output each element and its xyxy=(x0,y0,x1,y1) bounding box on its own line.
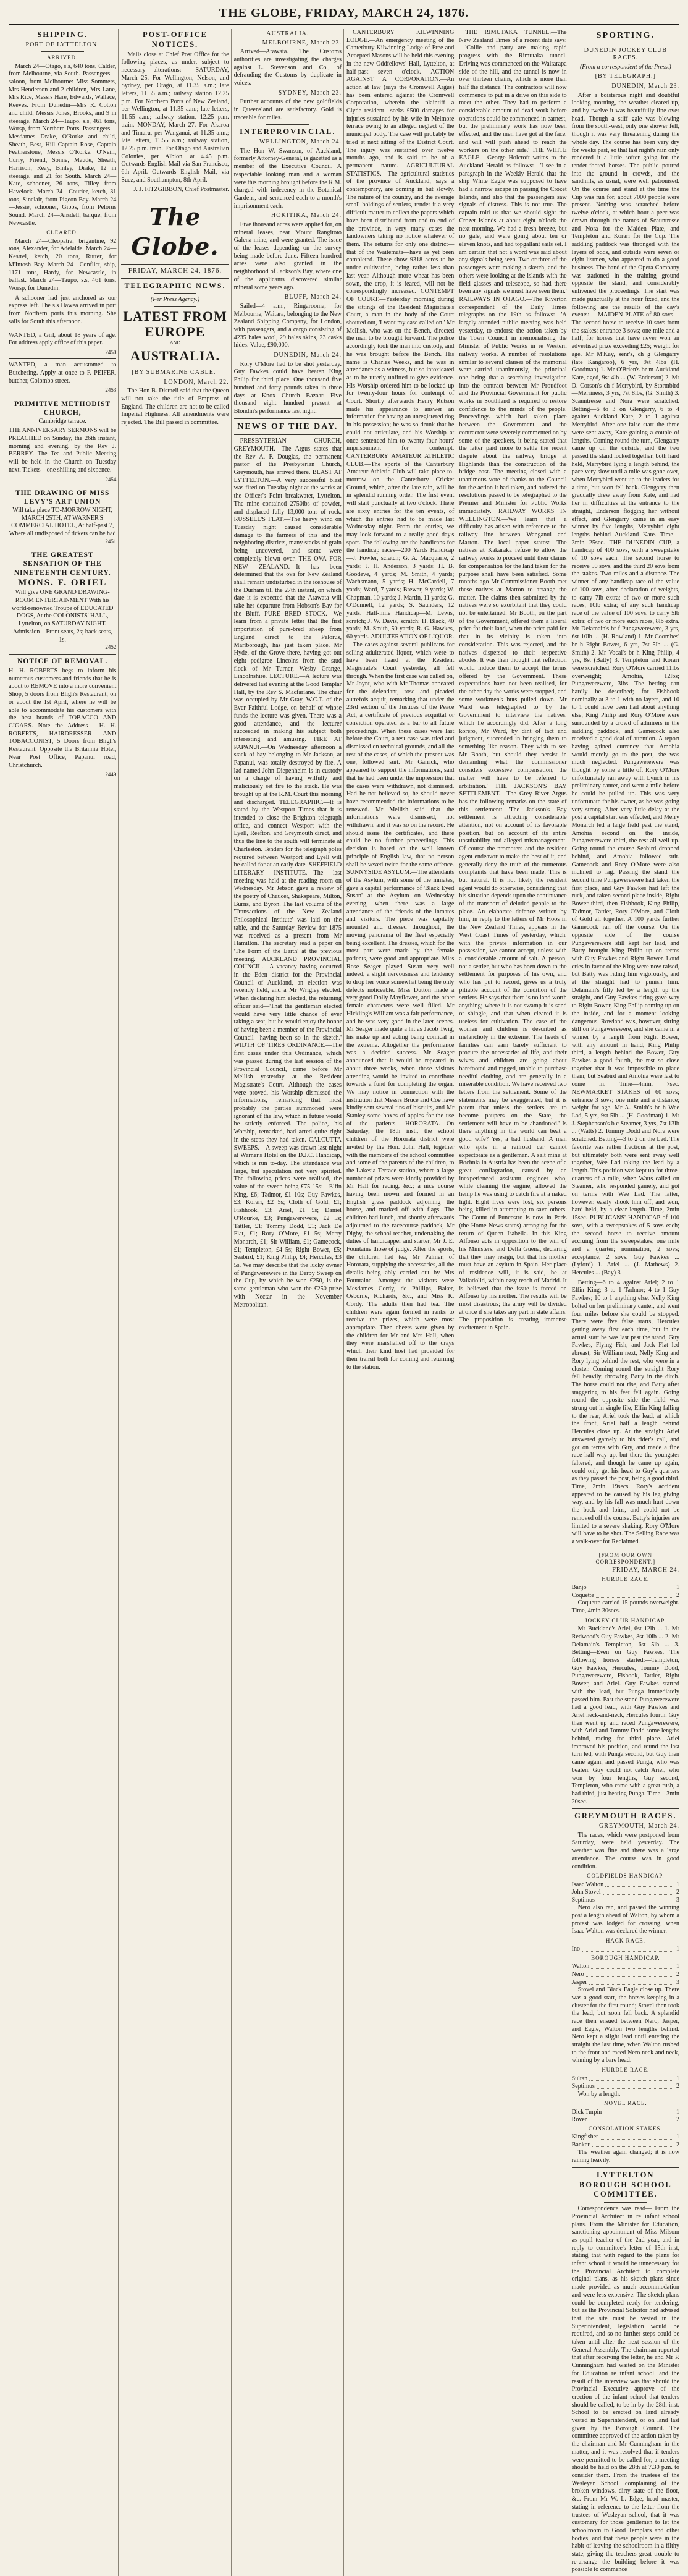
wellington-dateline: WELLINGTON, March 24. xyxy=(259,138,342,146)
hurdle-race-title: HURDLE RACE. xyxy=(602,1575,650,1582)
globe-date: FRIDAY, MARCH 24, 1876. xyxy=(128,266,222,274)
novel-race-title: NOVEL RACE. xyxy=(603,2100,647,2107)
hack-race-title: HACK RACE. xyxy=(605,1938,645,1944)
race-horse-name: Septimus xyxy=(571,2083,595,2090)
hurdle-race2-title: HURDLE RACE. xyxy=(602,2067,650,2074)
interprovincial-title: INTERPROVINCIAL. xyxy=(240,127,336,137)
leader-dots xyxy=(597,2083,674,2089)
race-place: 1 xyxy=(676,1881,679,1888)
hurdle2-results xyxy=(572,2075,679,2091)
column-1 xyxy=(9,29,116,2576)
race-result-row xyxy=(572,2142,679,2150)
borough-results xyxy=(572,1963,679,1986)
sporting-dateline: DUNEDIN, March 23. xyxy=(611,83,679,90)
australia-title: AUSTRALIA. xyxy=(266,30,309,37)
race-result-row xyxy=(572,2109,679,2117)
press-agency: (Per Press Agency.) xyxy=(150,295,200,303)
ad-oriel-title: MONS. F. ORIEL xyxy=(18,578,107,588)
leader-dots xyxy=(589,1979,674,1985)
race-place: 1 xyxy=(676,1584,679,1591)
wellington-body: The Hon W. Swanson, of Auckland, formerly Attorney-General, is gazetted as a member of the Executive Council. A respectable looking man and a woman were this morning brought before the R.M. charged with indecency in the Botanical Gardens, and sentenced each to a month's imprisonment each. xyxy=(233,147,342,210)
divider xyxy=(604,2202,647,2203)
race-place: 1 xyxy=(676,2075,679,2082)
race-result-row xyxy=(572,2133,679,2142)
dunedin-dateline: DUNEDIN, March 24. xyxy=(274,352,342,359)
friday-dateline: FRIDAY, MARCH 24. xyxy=(612,1567,679,1574)
race-place: 1 xyxy=(676,1946,679,1953)
greymouth-body: The races, which were postponed from Saturday, were held yesterday. The weather was fine and there was a large attendance. The course was in good condition. xyxy=(571,1831,679,1870)
shipping-title: SHIPPING. xyxy=(37,30,88,39)
cleared-text: March 24—Cleopatra, brigantine, 92 tons, Alexander, for Adelaide. March 24—Kestrel, ketch, 20 tons, Rutter, for M'Intosh Bay. March 24—Conflict, ship, 1171 tons, Hardy, for Newcastle, in ballast. March 24—Taupo, s.s, 461 tons, Worsp, for Dunedin. xyxy=(9,237,117,292)
sydney-dateline: SYDNEY, March 23. xyxy=(278,89,342,96)
col6-continued: Betting—6 to 4 against Ariel; 2 to 1 Elfin King; 3 to 1 Tadmor; 4 to 1 Guy Fawkes; 10 to 1 anything else. Nelly King bolted on her preliminary canter, and went four miles before she could be stopped. There were five false starts, Hercules getting away first each time, but in the actual start he was last past the stand, Guy Fawkes, Flying Fish, and Jack Flat led abreast, Sir William next, Nelly King and Rory lying behind the rest, who were in a cluster. Coming round the straight Rory fell heavily, throwing Batty in the ditch. The horse could not rise, and Batty after staggering to his feet fell again. Going round the opposite side the field was strung out in single file, Elfin King falling to the rear, Ariel took the lead, at which the front, Ariel half a length behind Hercules close up. At the straight Ariel answered gamely to his rider's call, and got on terms with Guy, and made a fine race half way up, but there the youngster faltered, and though he came up again, could only get his head to Guy's quarters as they passed the post, being a good third. Time, 2min 19secs. Rory's accident appeared to be caused by his leg giving way, and by his fall was much hurt down the back and loins, and could not be removed off the course. Batty's injuries are limited to a severe shaking. Rory O'More will have to be shot. The Selling Race was a walk-over for Reclaimed. xyxy=(571,1279,679,1545)
race-result-row xyxy=(572,2116,679,2124)
divider xyxy=(154,306,197,307)
race-place: 1 xyxy=(676,2133,679,2141)
divider xyxy=(121,278,229,279)
post-office-signature: J. J. FITZGIBBON, Chief Postmaster. xyxy=(133,186,229,193)
race-horse-name: Nero xyxy=(571,1970,584,1978)
column-2 xyxy=(121,29,229,2576)
news-of-day-body: PRESBYTERIAN CHURCH, GREYMOUTH.—The Argus states that the Rev A. F. Douglas, the permanent pastor of the Presbyterian Church, Greymouth, has arrived there. BLAST AT LYTTELTON.—A very successful blast was fired on Tuesday night at the works at the Officer's Point breakwater, Lyttelton. The mine contained 2750lbs of powder, and displaced fully 13,000 tons of rock. RUSSELL'S FLAT.—The heavy wind on Tuesday night caused considerable damage to the farmers of this and the neighboring districts, many stacks of grain being uncovered, and some were completely blown over. THE OVA FOR NEW ZEALAND.—It has been determined that the ova for New Zealand shall remain undisturbed in the icehouse of the Durham till the 27th instant, on which date it is expected that the Arawata will take her departure from Hobson's Bay for the Bluff. PURE BRED STOCK.—We learn from a private letter that the first importation of pure-bred sheep from England direct to the Pelorus, Marlborough, has just taken place. Mr Hyde, of the Grove there, having got out eight pedigree Lincolns from the stud flock of Mr Turner, Wesby Grange, Lincolnshire. LECTURE.—A lecture was delivered last evening at the Good Templar Hall, by the Rev S. Macfarlane. The chair was occupied by Mr Gray, W.C.T. of the Ever Faithful Lodge, on behalf of whose funds the lecture was given. There was a good attendance, and the lecturer succeeded in making his subject both interesting and amusing. FIRE AT PAPANUI.—On Wednesday afternoon a stack of hay belonging to Mr Jackson, at Papanui, was totally destroyed by fire. A lad named John Diepenheim is in custody on a charge of having wilfully and maliciously set fire to the stack. He was brought up at the R.M. Court this morning and discharged. TELEGRAPHIC.—It is stated by the Westport Times that it is intended to close the Brighton telegraph office, and connect Westport with the Lyell, Reefton, and Greymouth direct, and thus the line to the south will terminate at Charleston. Tenders for the telegraph poles required between Westport and Lyell will be called for at an early date. SHEFFIELD LITERARY INSTITUTE.—The last meeting was held at the reading room on Wednesday. Mr Jebson gave a review of the poetry of Chaucer, Shakspeare, Milton, Burns, and Byron. The last volume of the 'Transactions of the New Zealand Philosophical Institute' was laid on the table, and the Saturday Review for 1875 was received as a present from Mr Hamilton. The secretary read a paper on 'The Form of the Earth' at the previous meeting. AUCKLAND PROVINCIAL COUNCIL.—A vacancy having occurred in the Eden district for the Provincial Council of Auckland, an election was recently held, and a Mr Wrigley elected. When declaring him elected, the returning officer said—'That the gentleman elected would have very little chance of ever taking a seat, but he would enjoy the honor of having been a member of the Provincial Council—having been so in the sketch.' WIDTH OF TIRES ORDINANCE.—The first cases under this Ordinance, which was passed during the last session of the Provincial Council, came before Mr Mellish yesterday at the Resident Magistrate's Court. Although the cases were proved, his Worship dismissed the informations, remarking that most probably the parties summoned were ignorant of the law, which in future would be strictly enforced. The police, his Worship, remarked, had acted quite right in the steps they had taken. CALCUTTA SWEEPS.—A sweep was drawn last night at Warner's Hotel on the D.J.C. Handicap, which is run to-day. The attendance was large, but speculation not very spirited. The following prices were realised, the value of the sweep being £75 15s:—Elfin King, £6; Tadmor, £1 10s; Guy Fawkes, £3; Korari, £2 5s; Cloth of Gold, £1; Fishhook, £3; Ariel, £1 5s; Daniel O'Rourke, £3; Pungawerewere, £2 5s; Tattler, £1; Tommy Dodd, £1; Jack De Flat, £1; Rory O'More, £1 5s; Merry Monarch, £1; Sir William, £1; Gamecock, £1; Templeton, £4 5s; Right Bower, £5; Seabird, £1; King Philip, £4; Hercules, £3 5s. We may describe that the lucky owner of Pungawerewere in the Derby Sweep on the Cup, by which he won £250, is the same gentleman who won the £250 prize with Nectar in the November Metropolitan. xyxy=(233,438,342,1308)
shipping-subtitle: PORT OF LYTTELTON. xyxy=(25,41,99,48)
race-place: 2 xyxy=(676,2083,679,2090)
melbourne-body: Arrived—Arawata. The Customs authorities are investigating the charges against L. Stevenson and Co., of defrauding the Customs by duplicate in voices. xyxy=(233,48,342,87)
and-label: AND xyxy=(169,339,181,345)
jockey-handicap-body: Mr Buckland's Ariel, 6st 12lb ... 1. Mr Redwood's Guy Fawkes, 8st 10lb ... 2. Mr Delamain's Templeton, 6st 5lb ... 3. Betting—Even on Guy Fawkes. The following horses started:—Templeton, Guy Fawkes, Hercules, Tommy Dodd, Pungawerewere, Fishook, Tattler, Right Bower, and Ariel. Guy Fawkes started with the lead, but Punga immediately passed him. Past the stand Pungawerewere had a good lead, with Guy Fawkes and Ariel neck-and-neck, Hercules fourth. Guy then went up and raced Pungawerewere, with Ariel and Tommy Dodd some lengths behind, racing for third place. Ariel improved his position, and round the last turn led, with Punga second, but Guy then came again, and passed Punga, who was beaten. Guy could not catch Ariel, who won by four lengths, Guy second, Templeton, who came with a great rush, a bad third, just beating Punga. Time—3min 20sec. xyxy=(571,1625,679,1805)
hack-results xyxy=(572,1946,679,1954)
ad-drawing-body: Will take place TO-MORROW NIGHT, MARCH 25TH, AT WARNER'S COMMERCIAL HOTEL, At half-past 7, Where all undisposed of tickets can be had xyxy=(9,506,116,537)
dunedin-jockey-title: DUNEDIN JOCKEY CLUB RACES. xyxy=(584,46,667,62)
shipping-notes: A schooner had just anchored as our express left. The s.s Hawea arrived in port from Northern ports this morning. She sails for South this afternoon. xyxy=(9,294,117,325)
divider xyxy=(572,2167,679,2168)
race-result-row xyxy=(572,1881,679,1889)
goldfields-results xyxy=(572,1881,679,1905)
divider xyxy=(234,434,342,435)
divider xyxy=(9,654,116,655)
columns xyxy=(9,29,679,2574)
column-4 xyxy=(346,29,454,2576)
consolation-title: CONSOLATION STAKES. xyxy=(588,2125,663,2132)
goldfields-title: GOLDFIELDS HANDICAP. xyxy=(587,1873,665,1879)
borough-note: Stovel and Black Eagle close up. There was a good start, the horses keeping in a cluster for the first round; Stovel then took the lead, but soon fell back. A splendid race then ensued between Nero, Jasper, and Eagle, Walton two lengths behind. Nero kept a slight lead until entering the straight the last time, when Walton rushed to the front and raced Nero neck and neck, winning by a bare head. xyxy=(571,1986,679,2064)
ad-methodist-sub: Cambridge terrace. xyxy=(38,417,86,425)
race-result-row xyxy=(572,1584,679,1592)
globe-nameplate: The Globe. xyxy=(131,203,219,261)
hokitika-dateline: HOKITIKA, March 24. xyxy=(271,212,342,219)
sporting-body: After a boisterous night and doubtful looking morning, the weather cleared up, and by twelve it was beautifully fine over head. Though a stiff gale was blowing from the south-west, only one shower fell, though it was very threatening during the whole day. The course has been very dry for weeks past, so that last night's rain only rendered it a little softer going for the tender-footed horses. The public poured into the ground in crowds, and the sandhills, as usual, were well patronised. On the course and stand at the time the Cup was run for, about 7000 people were present. Nothing was scratched before twelve o'clock, at which hour a peer was drawn through the names of Scauntresse and Nora for the Maiden Plate, and Templeton and Korari for the Cup. The saddling paddock was thronged with the layers of odds, and outside were seven or eight listmen, who appeared to do a good business. The band of the Opera Company was stationed in the training ground opposite the stand, and considerably enlivened the proceedings. The start was made punctually at the hour fixed, and the following are the results of the day's events:— MAIDEN PLATE of 80 sovs—The second horse to receive 10 sovs from the stakes; entrance 3 sovs; one mile and a half; for horses that have never won an advertised prize exceeding £25; weight for age. Mr M'Kay, senr's, ch g Glengarry (late Kangaroo), 6 yrs, 9st 4lbs (H. Goodman) 1. Mr O'Brien's br m Auckland Kate, aged, 9st 4lb ... (W. Enderson) 2. Mr D. Corson's ch f Merrybird, by Stormbird—Merriness, 3 yrs, 7st 8lbs, (G. Smith) 3. Scauntresse and Nora were scratched. Betting—6 to 3 on Glengarry, 6 to 4 against Auckland Kate, 2 to 1 against Merrybird. After one false start the three were sent away, Kate gaining a couple of lengths. Coming round the turn, Glengarry came up on the outside, and the two passed the stand locked together, both hard held, Merrybird lying a length behind, the pace very slow until a mile was gone over, when Merrybird went up to the leaders for a time, but soon fell back. Glengarry then gradually drew away from Kate, and had her in difficulties at the entrance to the straight, Enderson flogging her without effect, and Glengarry came in an easy winner by five lengths, Merrybird eight lengths behind Auckland Kate. Time—3min 25sec. THE DUNEDIN CUP, a handicap of 400 sovs, with a sweepstake of 10 sovs each. The second horse to receive 50 sovs, and the third 20 sovs from the stakes. Two miles and a distance. The winner of any handicap race of the value of 100 sovs, after declaration of weights, to carry 7lb extra; of two or more such races, 10lb extra; of any such handicap race of the value of 100 sovs, to carry 5lb extra; of two or more such races, 8lb extra. Mr Delamain's br f Pungawerewere, 3 yrs, 6st 10lb ... (H. Rowland) 1. Mr Coombes' br h Right Bower, 6 yrs, 7st 5lb ... (G. Smith) 2. Mr Vocal's br h King Philip, 4 yrs, 8st (Batty) 3. Templeton and Korari were scratched. Rory O'More carried 11lbs overweight; Amohia, 12lbs; Pungawerewere, 3lbs. The betting can hardly be described; for Fishhook nominally at 3 to 1 with no layers, and 10 to 1 could have been had about anything else, King Philip and Rory O'More were surrounded by a crowd of admirers in the saddling paddock, and Gamecock also received a good deal of attention. A report having gained currency that Amohia would merely go to the post, she was much neglected. Pungawerewere was thought by some a little of. Rory O'More unfortunately ran away with Lynch in his preliminary canter, and went a mile before he could be pulled up. This was very unfortunate for his owner, as he was going very strong. After very little delay at the post a capital start was effected, and Merry Monarch led a large field past the stand, Amohia second on the inside, Pungawerewere third, the rest all well up. Going round the course Seabird dropped behind, and Amohia followed suit. Gamecock and Rory O'More were also inclined to lag. Passing the stand the second time Pungawerewere had taken the first place, and Guy Fawkes had left the ruck, and taken second place inside, Right Bower third, then Fishhook, King Philip, Tadmor, Tattler, Rory O'More, and Cloth of Gold all together. A 100 yards further Gamecock ran off the course. On the opposite side of the course Pungawerewere still kept her lead, and Batty brought King Philip up on terms with Guy Fawkes and Right Bower. Loud cries in favor of the King were now raised, but Batty was riding him vigorously, and at the straight had to punish him. Delamain's filly led by a length up the straight, and Guy Fawkes tiring gave way to Right Bower, King Philip coming up on the inside, and for a moment looking dangerous. Rowland was, however, sitting still on Pungawerewere, and she came in a winner by a length from Right Bower, with any amount in hand, King Philip third, a length behind the Bower, Guy Fawkes a good fourth, the rest so close together that it was impossible to place them; but Seabird and Amohia were last to come in. Time—4min. 7sec. NEWMARKET STAKES of 60 sovs; entrance 3 sovs; one mile and a distance; weight for age. Mr A. Smith's br h Wee Lad, 5 yrs, 9st 5lb ... (H. Goodman) 1. Mr J. Stephenson's b c Steamer, 3 yrs, 7st 13lb ... (Watts) 2. Tommy Dodd and Nora were scratched. Betting—3 to 2 on the Lad. The favorite was rather fractious at the post, but ultimately both were sent away well together, Wee Lad taking the lead by a length. This position was kept up for three-quarters of a mile, when Watts called on Steamer, who responded gamely, and got on terms with Wee Lad. The latter, however, easily shook him off, and won, hard held, by a clear length. Time, 2min 15sec. PUBLICANS' HANDICAP of 100 sovs, with a sweepstakes of 5 sovs each; the second horse to receive amount accruing from the sweepstakes; one mile and a quarter; nomination, 2 sovs; acceptance, 2 sovs. Guy Fawkes ... (Lyford) 1. Ariel ... (J. Mathews) 2. Hercules ... (Bay) 3 xyxy=(571,91,679,1277)
race-horse-name: Dick Turpin xyxy=(571,2108,602,2116)
column-4-body: CANTERBURY KILWINNING LODGE.—An emergency meeting of the Canterbury Kilwinning Lodge of Free and Accepted Masons will be held this evening in the new Oddfellows' Hall, Lyttelton, at half-past seven o'clock. ACTION AGAINST A CORPORATION.—An action at law (says the Cromwell Argus) has been entered against the Cromwell Corporation, wherein the plaintiff—a Clyde resident—seeks £500 damages for injuries sustained by his wife in Melmore terrace owing to an alleged neglect of the municipal body. The case will probably be tried at next sitting of the District Court. The injury was sustained over twelve months ago, and is said to be of a permanent nature. AGRICULTURAL STATISTICS.—The agricultural statistics of the province of Auckland, says a contemporary, are coming in but slowly. The nature of the country, and the average small holdings of settlers, render it a very difficult matter to collect the papers which have been distributed from end to end of the province, in very many cases the landowners taking no notice whatever of them. The returns for only one district—that of the Waitemata—have as yet been completed. These show 9318 acres to be under cultivation, being rather less than last year. Although more wheat has been sown, the crop, it is feared, will not be correspondingly increased. CONTEMPT OF COURT.—Yesterday morning during the sittings of the Resident Magistrate's Court, a man in the body of the Court shouted out, 'I want my case called on.' Mr Mellish, who was on the Bench, directed the man to be brought forward. The police accordingly took the man into custody, and he was brought before the Bench. His name is Charles Weeks, and he was in attendance as a witness, but so intoxicated as to be utterly unfitted to give evidence. His Worship ordered him to be locked up for twenty-four hours for contempt of Court. Shortly afterwards Henry Rutson made his appearance to answer an information for having an unregistered dog in his possession; he was so drunk that he could not articulate, and his Worship at once sentenced him to twenty-four hours' imprisonment for contempt. CANTERBURY AMATEUR ATHLETIC CLUB.—The sports of the Canterbury Amateur Athletic Club will take place to-morrow on the Canterbury Cricket Ground, which, after the late rain, will be in splendid running order. The first event will start punctually at two o'clock. There are sixty entries for the ten events, of which the entries had to be made last Wednesday night. From the entries, we may look forward to a really good day's sport. The following are the handicaps for the handicap races—200 Yards Handicap—J. Fowler, scratch; G. A. Macquarie, 2 yards; J. H. Anderson, 3 yards; H. B. Goodeve, 4 yards; M. Smith, 4 yards; Wachsmann, 5 yards; H. McCardell, 7 yards; Ward, 7 yards; Brewer, 9 yards; W. Chapman, 10 yards; J. Martin, 11 yards; G. O'Donnell, 12 yards; S. Saunders, 12 yards. Half-mile Handicap—M. Lewis, scratch; J. W. Davis, scratch; H. Black, 40 yards; M. Smith, 50 yards; R. G. Hawkes, 60 yards. ADULTERATION OF LIQUOR.—The cases against several publicans for selling adulterated liquor, which were to have been heard at the Resident Magistrate's Court yesterday, all fell through. When the first case was called on, Mr Joynt, who with Mr Thomas appeared for the defendant, rose and pleaded autrefois acquit, remarking that under the 23rd section of the Justices of the Peace Act, a certificate of previous acquittal or conviction operated as a bar to all future proceedings. When these cases were last before the Court, a test case was tried and dismissed on technical grounds, and all the rest of the cases, of which the present was one, followed suit. Mr Garrick, who appeared to support the informations, said that he had been under the impression that the cases were withdrawn, not dismissed. Had he not believed so, he should never have recommended the informations to be renewed. Mr Mellish said that the informations were dismissed, not withdrawn, and it was so on the record. He should issue the certificates, and there could be no further proceedings. This decision is based on the well known principle of English law, that no person shall be vexed twice for the same offence. SUNNYSIDE ASYLUM.—The attendants of the Asylum, with some of the inmates, gave a capital performance of 'Black Eyed Susan' at the Asylum on Wednesday evening, when there was a large attendance of the friends of the inmates and visitors. The piece was capitally mounted and dressed throughout, the moving panorama of the fleet especially being excellent. The dresses, which for the most part were made by the female patients, were good and appropriate. Miss Rose Seager played Susan very well indeed, a slight nervousness and tendency to drop her voice somewhat being the only defects noticeable. Miss Dutton made a very good Dolly Mayflower, and the other female characters were well filled. Mr Hickling's William was a fair performance, and he was very good in the later scenes. Mr Seager made quite a hit as Jacob Twig, his make up and acting being comical in the extreme. Altogether the performance was a decided success. Mr Seager announced that it would be repeated in about three weeks, when those visitors attending would be invited to contribute towards a fund for completing the organ. We may notice in connection with the institution that Messrs Bruce and Coe have kindly sent several tins of biscuits, and Mr Stanley some boxes of apples for the use of the patients. HORORATA.—On Saturday, the 18th inst., the school children of the Hororata district were invited by the Hon. John Hall, together with the members of the school committee and some of the parents of the children, to the Lakesia Terrace station, where a large number of prizes were kindly provided by Mr Hall for racing, &c.; a nice course having been mown and formed in an English grass paddock adjoining the house, and marked off with flags. The children had lunch, and shortly afterwards adjourned to the racecourse paddock, Mr Digby, the school teacher, undertaking the duties of handicapper and starter, Mr J. E. Fountaine those of judge. After the sports, the children had tea, Mr Palmer, of Hororata, supplying the necessaries, all the details being ably carried out by Mrs Fountaine. Amongst the visitors were Mesdames Cordy, de Phillips, Baker, Osborne, Richards, &c., and Miss K. Cordy. The adults then had tea. The children were again formed in ranks to receive the prizes, which were most appropriate. Then cheers were given by the children for Mr and Mrs Hall, when they were marshalled off to the drays which their kind host had provided for their transit both for coming and returning to the station. xyxy=(346,29,455,1371)
australia-heading: AUSTRALIA. xyxy=(130,347,220,363)
ad-oriel xyxy=(9,551,116,651)
ad-number: 2454 xyxy=(105,476,117,483)
ad-wanted-man: WANTED, a man accustomed to Butchering. Apply at once to F. PEIFER, butcher, Colombo street. xyxy=(9,362,117,384)
race-horse-name: Rover xyxy=(571,2116,587,2124)
ad-drawing-title: THE DRAWING OF MISS LEVY'S ART UNION xyxy=(15,489,110,506)
leader-dots xyxy=(600,2133,674,2140)
column-5 xyxy=(459,29,566,2576)
london-dateline: LONDON, March 22. xyxy=(164,378,229,386)
ad-number: 2452 xyxy=(105,644,117,651)
consolation-results xyxy=(572,2133,679,2149)
melbourne-dateline: MELBOURNE, March 23. xyxy=(262,39,342,46)
school-committee-body: Correspondence was read— From the Provincial Architect in re infant school plans. From the Minister for Education, sanctioning appointment of Miss Milsom as pupil teacher of the 2nd year, and in reply to committee's letter of 15th inst, stating that with regard to the plans for infant school it would be unnecessary for the Provincial Architect to complete original plans, as his sketch plans since made provided as much accommodation and were less expensive. The sketch plans could be completed ready for tendering, but as the Provincial Solicitor had advised that the site must be vested in the Superintendent, legislation would be required, and so no further steps could be taken until after the next session of the General Assembly. The chairman reported that after receiving the letter, he and Mr P. Cunningham had waited on the Minister for Education re infant school, and the result of the interview was that should the Provincial Executive approve of the erection of the infant school that tenders should be called, to be in by the 28th inst. School to be erected on land already vested in Superintendent, or on land last given by the Borough Council. The committee approved of the action taken by the chairman and Mr Cunningham in the matter, and it was resolved that if tenders were permitted to be called for, a meeting should be held on the 28th at 7.30 p.m. to consider them. From the trustees of the Wesleyan School, complaining of the broken windows, dirty state of the floor, &c. From Mr W. L. Edge, head master, stating in reference to the letter from the trustees of Wesleyan school, that it was customary for those gentlemen to let the schoolroom to Good Templars and other bodies, and that these people were in the habit of leaving the schoolroom in a filthy state, giving the teachers great trouble to re-arrange the building before it was possible to commence xyxy=(571,2205,679,2574)
column-5-body: THE RIMUTAKA TUNNEL.—The New Zealand Times of a recent date says:—'Collie and party are making rapid progress with the Rimutaka tunnel. Driving was commenced on the Wairarapa side of the hill, and the tunnel is now in over thirteen chains, which is more than half the distance. The contractors will now commence to put in a drive on this side to meet the other. They had to perform a considerable amount of dead work before operations could be commenced in earnest, but the preliminary work has now been effected, and the men have got at the face, and will will push ahead to reach the workers on the other side.' THE WHITE EAGLE.—George Holcroft writes to the Auckland Herald as follows:—'I see in a paragraph in the Weekly Herald that the ship White Eagle was supposed to have had a narrow escape in passing the Crozet Islands, and also that the passengers saw signals of distress. This is not true. The captain told us that we should sight the Crozet Islands at about eight o'clock the next morning. We had a fresh breeze, but no gale, and were going about ten or eleven knots, and had topgallant sails set. I am certain that not a word was said about any signals being seen. Two or three of the passengers were making a sketch, and the others were looking at the islands with the field glasses and telescope, so had there been any signals we must have seen them.' RAILWAYS IN OTAGO.—The Riverton correspondent of the Daily Times telegraphs on the 19th as follows:—'A largely-attended public meeting was held yesterday, to endorse the action taken by the Town Council in memorialising the Minister of Public Works in re Western railway works. A number of resolutions similar to several clauses of the memorial were carried unanimously, the principal one being that a searching investigation into the contract between Mr Proudfoot and the Provincial Government for public works in Southland is required to restore confidence to the minds of the people. Proceedings which had taken place between the Government and the contractor were severely commented on by some of the speakers, it being stated that the latter paid more to settle the recent dispute about the railway bridge at Highlands than the construction of the bridge cost. The meeting closed with a unanimous vote of thanks to the Council for the action it had taken, and ordered the resolutions passed to be telegraphed to the Premier and Minister for Public Works immediately.' RAILWAY WORKS IN WELLINGTON.—We learn that a difficulty has arisen with reference to the railway line between Wanganui and Marton. The local paper states:—'The natives at Kakaraka refuse to allow the railway works to proceed until their claims for compensation for the land taken for the purpose shall have been satisfied. Some months ago Mr Commissioner Booth met these natives at Marton to arrange the matter. The claims then submitted by the natives were so exorbitant that they could not be entertained. Mr Booth, on the part of the Government, offered them a liberal price for their land, when the price paid for that in its vicinity is taken into consideration. This was rejected, and the natives dispersed to their respective abodes. It was then thought that reflection would induce them to accept the terms offered by the Government. These expectations have not been realised, for the other day the works were stopped, and some workmen's huts pulled down. Mr Ward was telegraphed to by the Government to interview the natives, which he accordingly did. After a long korero, Mr Ward, by dint of tact and judgment, succeeded in bringing them to something like reason. They wish to see Mr Booth, but should they persist in demanding what the commissioner considers excessive compensation, the matter will have to be referred to arbitration.' THE JACKSON'S BAY SETTLEMENT.—The Grey River Argus has the following remarks on the state of this settlement:—'The Jackson's Bay settlement is attracting considerable attention, not on account of its favorable position, but on account of its entire unsuitability and alleged mismanagement. Of course the promoters and the resident agent endeavor to make the best of it, and generally deny the truth of the numerous complaints that have been made. This is but natural. It is not likely the resident agent would do otherwise, considering that his situation depends upon the continuance of the transport of deluded people to the place. An elaborate defence written by him, in reply to the letters of Mr Hoos in the New Zealand Times, appears in the West Coast Times of yesterday, which, with the private information in our possession, we cannot accept, unless with a considerable amount of salt. A person, not a settler, but who has been down to the settlement for purposes of his own, and who has put to record, gives us a truly pitiable account of the condition of the settlers. He says that there is no land worth anything; where it is not swamp it is sand or shingle, and that when cleared it is useless for cultivation. The case of the women and children is described as melancholy in the extreme. The heads of families can earn barely sufficient to procure the necessaries of life, and their wives and children are going about barefooted and ragged, unable to purchase needful clothing, and are generally in a miserable condition. We have received two letters from the settlement. Some of the statements may be exaggerated, but it is patent that unless the settlers are to become paupers on the State, the settlement will have to be abandoned.' Is there anything in the world can beat a good wife? Yes, a bad husband. A man who spits in a railroad car cannot expectorate as a gentleman. A salt mine at Bochnia in Austria has been the scene of a great conflagration, caused by an inexperienced assistant engineer who, while cleaning the engine, allowed the hemp he was using to catch fire at a naked light. Eight lives were lost, six persons being killed in attempting to save others. The Count of Puncestro is now in Paris (the Home News states) arranging for the return of Queen Isabella. In this King Alfonso acts in opposition to the will of his Ministers, and Della Guena, declaring that they may resign, but that his mother must have an asylum in Spain. Her place of residence will, it is said, be at Valladolid, within easy reach of Madrid. It is believed that the issue is forced on Alfonso by his mother. The results will be most disastrous; the army will be divided at once if she takes any part in state affairs. The proposition is creating immense excitement in Spain. xyxy=(459,29,567,1332)
race-horse-name: Coquette xyxy=(571,1591,594,1599)
ad-removal-title: NOTICE OF REMOVAL. xyxy=(17,657,108,665)
borough-handicap-title: BOROUGH HANDICAP. xyxy=(591,1955,660,1962)
news-of-day-title: NEWS OF THE DAY. xyxy=(237,422,338,431)
divider xyxy=(9,358,116,359)
column-6 xyxy=(572,29,679,2576)
divider xyxy=(266,124,309,125)
race-horse-name: Kingfisher xyxy=(571,2133,598,2141)
leader-dots xyxy=(605,1881,674,1888)
ad-wanted-girl: WANTED, a Girl, about 18 years of age. For address apply office of this paper. xyxy=(9,331,117,347)
sydney-body: Further accounts of the new goldfields in Queensland are satisfactory. Gold is traceable for miles. xyxy=(233,98,342,121)
by-telegraph: [BY TELEGRAPH.] xyxy=(595,73,656,80)
leader-dots xyxy=(597,1897,674,1903)
leader-dots xyxy=(592,2142,674,2148)
hurdle2-note: Won by a length. xyxy=(577,2090,621,2098)
race-horse-name: Ino xyxy=(571,1946,580,1953)
ad-number: 2450 xyxy=(105,349,117,355)
ad-number: 2453 xyxy=(105,387,117,394)
race-horse-name: John Stovel xyxy=(571,1889,601,1896)
hokitika-body: Five thousand acres were applied for, on mineral leases, near Mount Rangitoto Galena mine, and were granted. The issue of the leases depending on the survey being made before June. Fifteen hundred acres were also granted in the neighborhood of Jackson's Bay, where one of the applicants discovered similar mineral some years ago. xyxy=(233,221,342,291)
divider xyxy=(121,264,229,265)
race-horse-name: Sultan xyxy=(571,2075,588,2082)
ad-removal xyxy=(9,657,116,666)
cleared-label: CLEARED. xyxy=(46,229,79,236)
race-result-row xyxy=(572,1592,679,1600)
hurdle-results xyxy=(572,1584,679,1599)
divider xyxy=(121,197,229,198)
race-horse-name: Isaac Walton xyxy=(571,1881,604,1888)
london-body: The Hon B. Disraeli said that the Queen will not take the title of Empress of England. The children are not to be called Imperial Highness. All amendments were rejected. The Bill passed in committee. xyxy=(121,388,229,426)
leader-dots xyxy=(589,2075,674,2082)
arrived-text: March 24—Otago, s.s, 640 tons, Calder, from Melbourne, via South. Passengers—saloon, from Melbourne: Miss Sommers, Mrs Henderson and 2 children, Mrs Lane, Mrs Rice, Messrs Hare, Edwards, Wallace, Reeves. From Dunedin—Mrs R. Cotton and child, Messrs Jones, Brooks, and 9 in steerage. March 24—Taupo, s.s, 461 tons, Worsp, from Northern Ports. Passengers—Mesdames Drake, O'Rorke and child, Sheath, Best, Hill Captain Rose, Captain Featherstone, Messrs O'Rorke, O'Neill, Curry, Friend, Sonne, Maude, Sheath, Harrison, Reay, Binley, Drake, 12 in steerage, and 21 for South. March 24—Kate, schooner, 26 tons, Tilley from Havelock. March 24—Courier, ketch, 31 tons, Sinclair, from Pigeon Bay. March 24—Jessie, schooner, Gibbs, from Pelorus Sound. March 24—Ansdell, barque, from Newcastle. xyxy=(9,62,117,227)
ad-methodist-body: THE ANNIVERSARY SERMONS will be PREACHED on Sunday, the 26th instant, morning and evening, by the Rev J. BERREY. The Tea and Public Meeting will be held in the Church on Tuesday next. Tickets—one shilling and sixpence. xyxy=(9,427,117,473)
novel-results xyxy=(572,2109,679,2124)
race-place: 3 xyxy=(676,1896,679,1904)
divider xyxy=(41,51,84,52)
ad-methodist-title: PRIMITIVE METHODIST CHURCH, xyxy=(14,400,111,417)
ad-sensation-title: THE GREATEST SENSATION OF THE NINETEENTH CENTURY. xyxy=(14,551,111,577)
race-place: 1 xyxy=(676,2108,679,2116)
bluff-dateline: BLUFF, March 24. xyxy=(284,294,342,301)
race-result-row xyxy=(572,1979,679,1987)
race-horse-name: Banjo xyxy=(571,1584,587,1591)
race-place: 2 xyxy=(676,1889,679,1896)
masthead: THE GLOBE, FRIDAY, MARCH 24, 1876. xyxy=(9,6,679,25)
race-result-row xyxy=(572,1946,679,1954)
leader-dots xyxy=(596,1592,674,1598)
ad-oriel-body: Will give ONE GRAND DRAWING-ROOM ENTERTAINMENT With his world-renowned Troupe of EDUCATED DOGS, At the COLONISTS' HALL, Lyttelton, on SATURDAY NIGHT. Admission—Front seats, 2s; back seats, 1s. xyxy=(11,589,114,643)
race-place: 3 xyxy=(676,1978,679,1986)
post-office-title: POST-OFFICE NOTICES. xyxy=(143,30,208,49)
ad-number: 2449 xyxy=(105,771,117,778)
leader-dots xyxy=(589,1584,674,1590)
greymouth-title: GREYMOUTH RACES. xyxy=(574,1811,677,1821)
hurdle-note: Coquette carried 15 pounds overweight. Time, 4min 30secs. xyxy=(571,1599,679,1615)
race-place: 2 xyxy=(676,2141,679,2148)
divider xyxy=(154,293,197,294)
race-result-row xyxy=(572,1897,679,1905)
consolation-note: The weather again changed; it is now raining heavily. xyxy=(571,2149,679,2164)
race-horse-name: Banker xyxy=(571,2141,590,2148)
latest-europe: LATEST FROM EUROPE xyxy=(123,308,227,339)
bluff-body: Sailed—4 a.m., Ringarooma, for Melbourne; Waitara, belonging to the New Zealand Shipping Company, for London, with passengers, and a cargo consisting of 4235 bales wool, 29 bales skins, 23 casks hides. Value, £90,000. xyxy=(233,302,342,349)
race-horse-name: Jasper xyxy=(571,1978,587,1986)
ad-removal-body: H. H. ROBERTS begs to inform his numerous customers and friends that he is about to REMOVE into a more convenient Shop, 5 doors from Bligh's Restaurant, on or about the 1st April, where he will be able to accommodate his customers with the best brands of TOBACCO AND CIGARS. Note the Address— H. H. ROBERTS, HAIRDRESSER AND TOBACCONIST, 5 Doors from Bligh's Restaurant, Opposite the Britannia Hotel, Near Post Office, Papanui road, Christchurch. xyxy=(9,667,117,769)
sporting-title: SPORTING. xyxy=(596,31,655,40)
leader-dots xyxy=(589,2116,674,2122)
own-correspondent: [FROM OUR OWN CORRESPONDENT.] xyxy=(595,1551,656,1565)
race-result-row xyxy=(572,1889,679,1897)
school-committee-title: LYTTELTON BOROUGH SCHOOL COMMITTEE. xyxy=(579,2170,672,2199)
ad-number: 2451 xyxy=(105,538,117,544)
greymouth-dateline: GREYMOUTH, March 24. xyxy=(598,1823,679,1830)
race-result-row xyxy=(572,2075,679,2083)
divider xyxy=(234,418,342,419)
race-place: 2 xyxy=(676,1970,679,1978)
ad-methodist xyxy=(9,400,116,426)
leader-dots xyxy=(603,2109,674,2115)
jockey-handicap-title: JOCKEY CLUB HANDICAP. xyxy=(585,1617,666,1624)
post-office-body: Mails close at Chief Post Office for the following places, as under, subject to necessary alterations:— SATURDAY, March 25. For Wellington, Nelson, and Sydney, per Otago, at 11.35 a.m.; late letters, 11.55 a.m.; railway station 12.25 p.m. For Northern Ports of New Zealand, per Wellington, at 11.35 a.m.; late letters, 11.55 a.m.; railway station, 12.25 p.m. train. MONDAY, March 27. For Akaroa and Timaru, per Wanganui, at 11.35 a.m.; late letters, 11.55 a.m.; railway station, 12.25 p.m. train. For Otago and Australian Colonies, per Albion, at 4.45 p.m. Outwards English Mail via San Francisco, 6th April. Outwards English Mail, via Suez, and Southampton, 8th April. xyxy=(121,51,229,184)
correspondent-note: (From a correspondent of the Press.) xyxy=(579,63,671,70)
goldfields-note: Nero also ran, and passed the winning post a length ahead of Walton, by whom a protest was lodged for crossing, when Isaac Walton was declared the winner. xyxy=(571,1904,679,1935)
leader-dots xyxy=(582,1946,674,1952)
telegraphic-title: TELEGRAPHIC NEWS. xyxy=(124,281,226,290)
leader-dots xyxy=(591,1963,674,1969)
ad-drawing xyxy=(9,489,116,545)
race-result-row xyxy=(572,1971,679,1979)
leader-dots xyxy=(603,1889,674,1895)
race-place: 1 xyxy=(676,1963,679,1970)
leader-dots xyxy=(586,1971,674,1977)
divider xyxy=(572,1808,679,1809)
dunedin-body: Rory O'More had to be shot yesterday. Guy Fawkes could have beaten King Philip for third place. One thousand five hundred and forty pounds taken in three days at Knox Church Bazaar. Five thousand eight hundred present at Blondin's performance last night. xyxy=(233,360,342,415)
submarine-cable: [BY SUBMARINE CABLE.] xyxy=(132,369,219,376)
race-result-row xyxy=(572,2083,679,2091)
race-place: 2 xyxy=(676,2116,679,2124)
column-3 xyxy=(234,29,342,2576)
race-place: 2 xyxy=(676,1591,679,1599)
arrived-label: ARRIVED. xyxy=(47,54,78,61)
race-horse-name: Walton xyxy=(571,1963,590,1970)
race-horse-name: Septimus xyxy=(571,1896,595,1904)
race-result-row xyxy=(572,1963,679,1971)
